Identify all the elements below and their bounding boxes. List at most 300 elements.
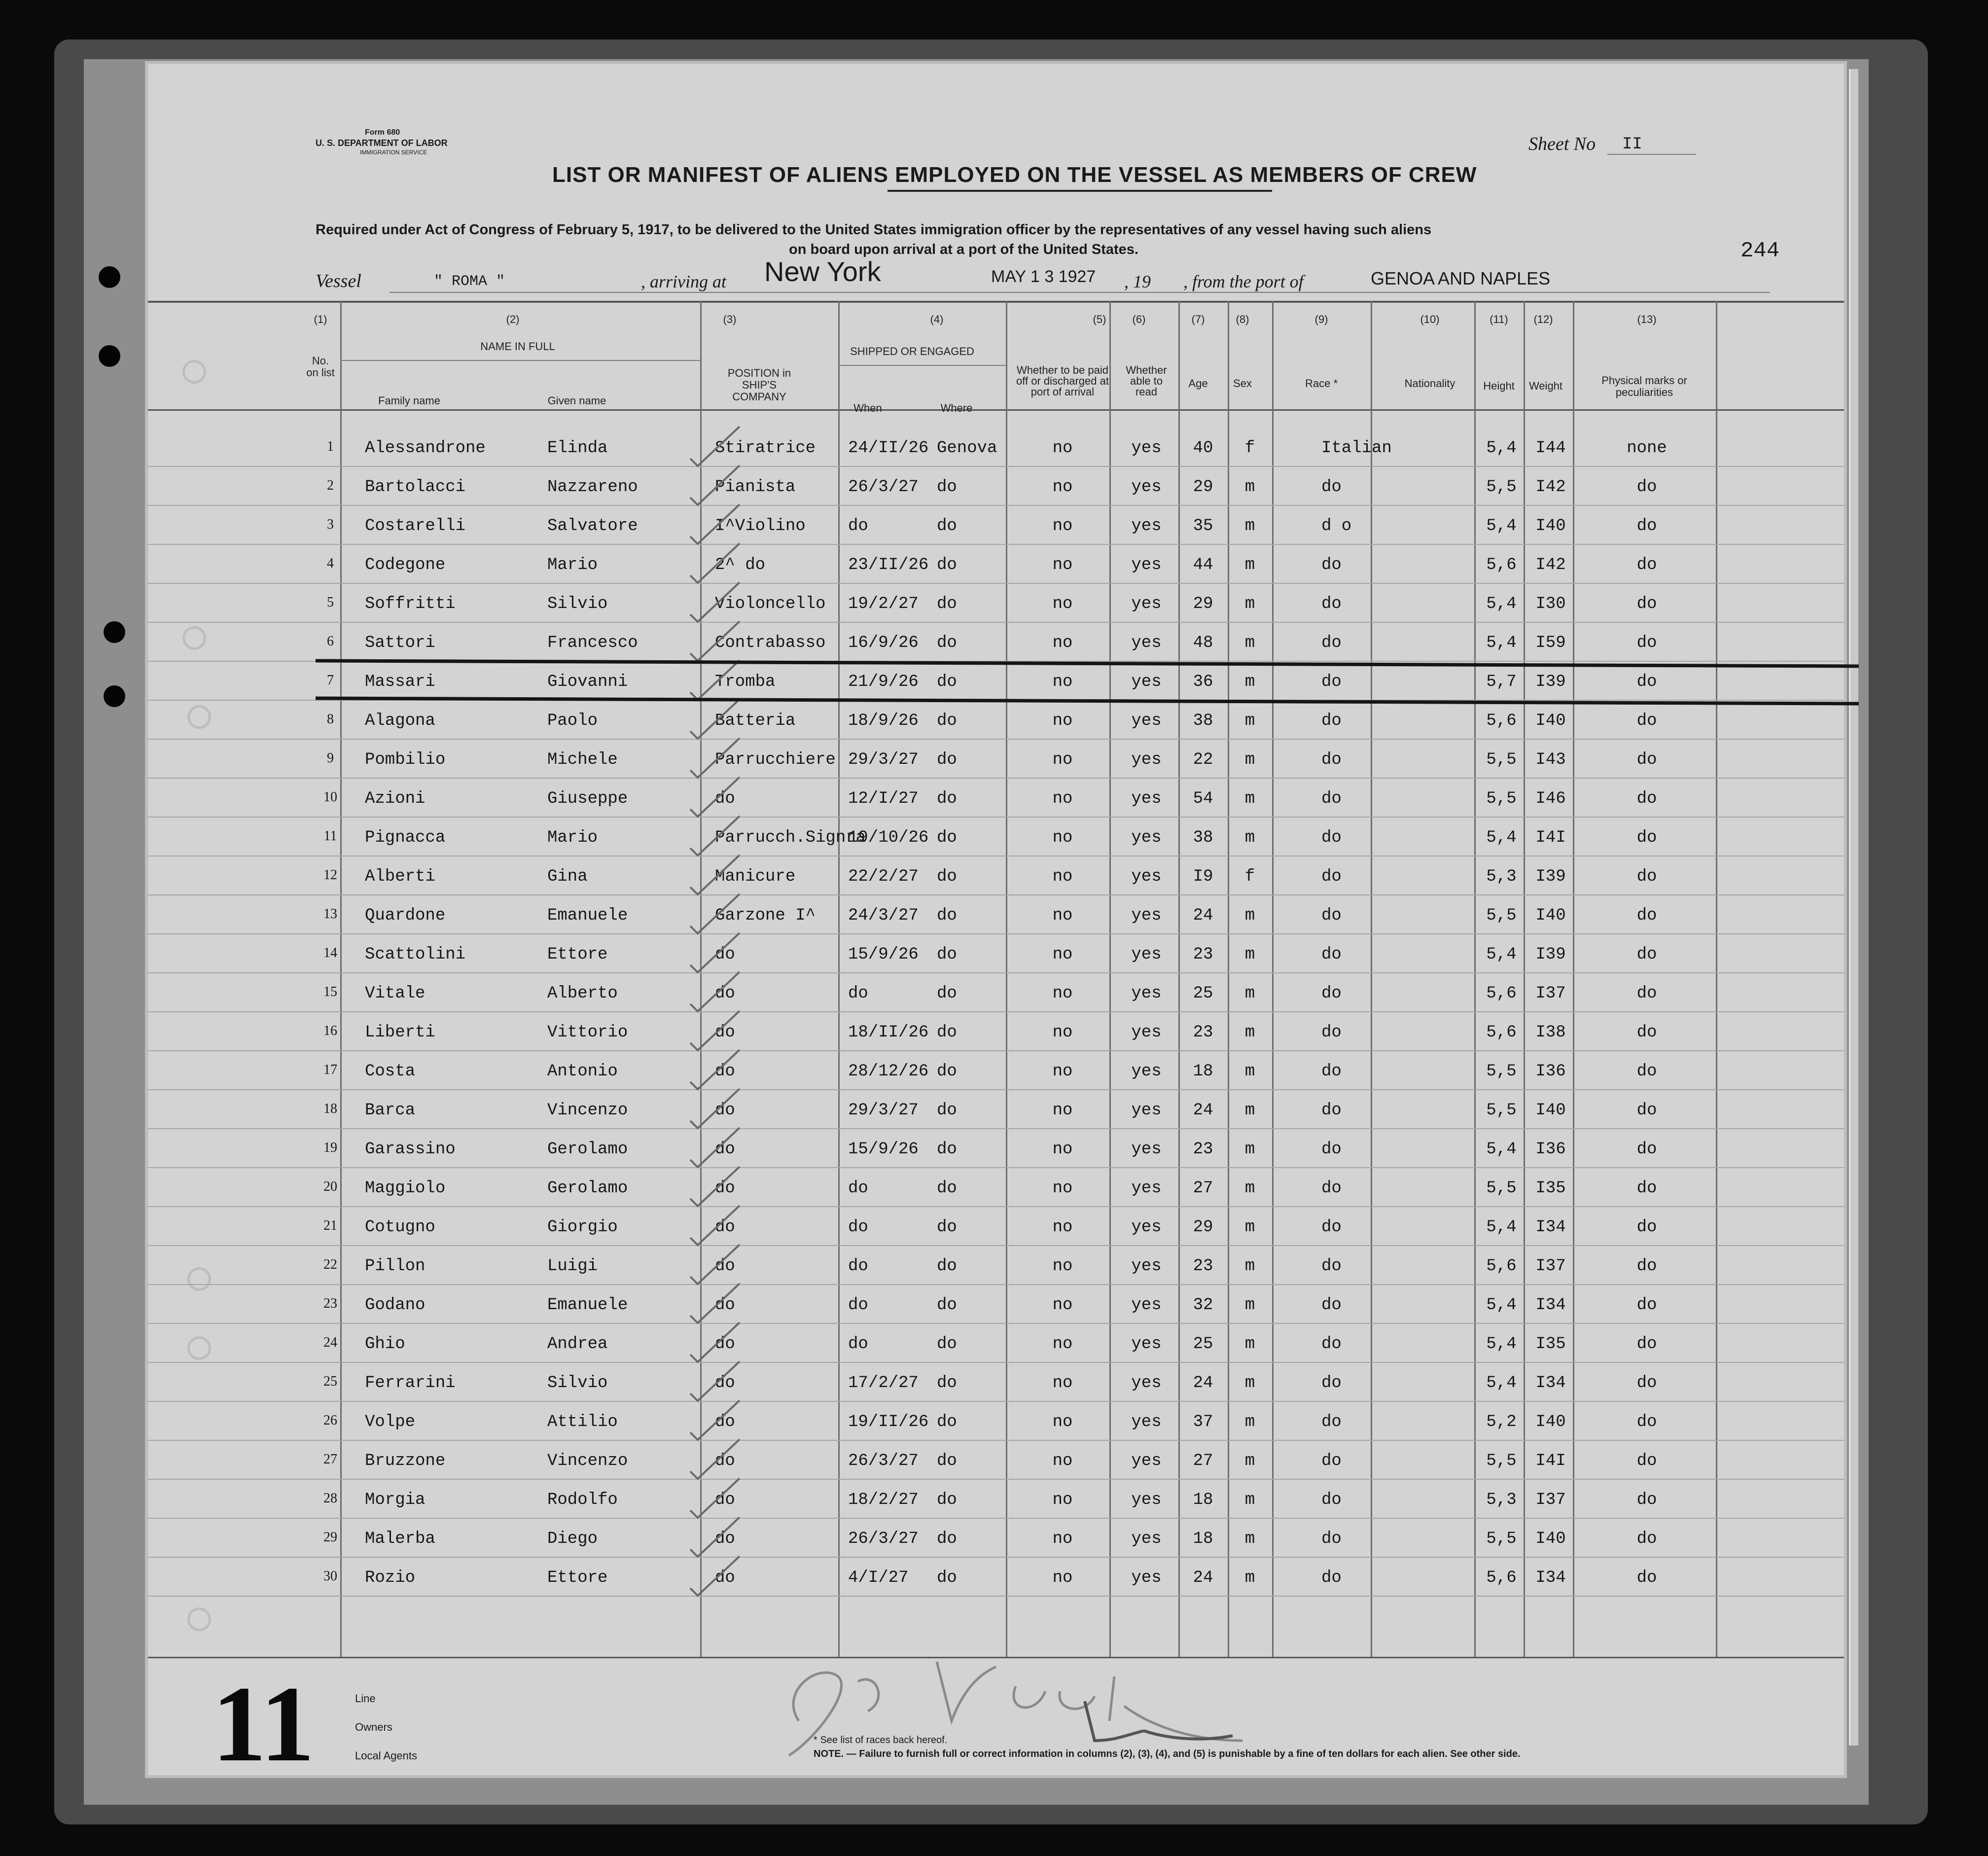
cell-race: do (1321, 1179, 1342, 1198)
cell-sex: m (1244, 634, 1255, 652)
column-rule (1109, 301, 1111, 1657)
row-rule (148, 1128, 1844, 1129)
cell-family: Vitale (365, 984, 426, 1003)
col2-number: (2) (506, 313, 520, 325)
cell-no: 9 (327, 750, 334, 766)
cell-when: do (848, 1296, 868, 1315)
cell-race: do (1321, 789, 1342, 808)
cell-age: 54 (1193, 789, 1213, 808)
column-rule (1228, 301, 1229, 1657)
cell-where: do (937, 1257, 957, 1276)
col10-number: (10) (1420, 313, 1440, 325)
cell-given: Ettore (547, 1569, 608, 1587)
cell-race: do (1321, 1530, 1342, 1548)
check-mark-icon (685, 930, 745, 975)
cell-age: 24 (1193, 1569, 1213, 1587)
row-rule (148, 856, 1844, 857)
cell-read: yes (1131, 1257, 1162, 1276)
cell-marks: do (1636, 945, 1657, 964)
punch-ring (187, 1607, 211, 1631)
cell-height: 5,4 (1486, 1140, 1517, 1159)
cell-sex: f (1244, 439, 1255, 458)
page-stamp: 244 (1740, 239, 1780, 263)
cell-weight: I34 (1535, 1374, 1566, 1392)
cell-height: 5,4 (1486, 1335, 1517, 1354)
punch-ring (187, 1267, 211, 1291)
cell-no: 21 (323, 1218, 337, 1233)
cell-marks: do (1636, 1257, 1657, 1276)
cell-sex: m (1244, 1179, 1255, 1198)
from-port-label: , from the port of (1183, 272, 1304, 291)
cell-family: Massari (365, 673, 435, 691)
cell-when: 29/3/27 (848, 750, 919, 769)
cell-when: do (848, 984, 868, 1003)
cell-no: 27 (323, 1452, 337, 1467)
cell-no: 30 (323, 1569, 337, 1584)
row-strikethrough (316, 697, 1859, 706)
check-mark-icon (685, 775, 745, 819)
cell-where: do (937, 1062, 957, 1081)
cell-height: 5,6 (1486, 1257, 1517, 1276)
cell-where: do (937, 1296, 957, 1315)
cell-where: do (937, 1491, 957, 1509)
cell-read: yes (1131, 478, 1162, 497)
cell-age: 29 (1193, 478, 1213, 497)
cell-weight: I40 (1535, 1530, 1566, 1548)
check-mark-icon (685, 1242, 745, 1286)
cell-when: 19/II/26 (848, 1413, 929, 1431)
cell-family: Liberti (365, 1023, 435, 1042)
cell-race: do (1321, 1569, 1342, 1587)
cell-where: do (937, 634, 957, 652)
cell-weight: I4I (1535, 1452, 1566, 1470)
cell-given: Antonio (547, 1062, 618, 1081)
cell-read: yes (1131, 1296, 1162, 1315)
cell-age: 32 (1193, 1296, 1213, 1315)
cell-paid: no (1052, 634, 1073, 652)
where-header: Where (940, 402, 973, 414)
cell-when: 24/3/27 (848, 906, 919, 925)
row-rule (148, 1323, 1844, 1324)
cell-when: do (848, 1218, 868, 1237)
cell-sex: m (1244, 673, 1255, 691)
cell-no: 13 (323, 906, 337, 922)
cell-marks: do (1636, 1140, 1657, 1159)
cell-paid: no (1052, 478, 1073, 497)
row-rule (148, 1011, 1844, 1012)
cell-marks: do (1636, 906, 1657, 925)
col4-number: (4) (930, 313, 944, 325)
cell-paid: no (1052, 1491, 1073, 1509)
cell-given: Diego (547, 1530, 598, 1548)
cell-paid: no (1052, 517, 1073, 535)
cell-marks: do (1636, 634, 1657, 652)
cell-given: Salvatore (547, 517, 638, 535)
cell-given: Andrea (547, 1335, 608, 1354)
cell-sex: m (1244, 1101, 1255, 1120)
row-rule (148, 544, 1844, 545)
cell-weight: I40 (1535, 906, 1566, 925)
cell-race: do (1321, 750, 1342, 769)
cell-weight: I35 (1535, 1335, 1566, 1354)
col11-header: Height (1483, 380, 1515, 392)
cell-no: 28 (323, 1491, 337, 1506)
cell-race: do (1321, 673, 1342, 691)
cell-when: 4/I/27 (848, 1569, 909, 1587)
cell-paid: no (1052, 789, 1073, 808)
row-rule (148, 894, 1844, 895)
cell-position: Contrabasso (715, 634, 826, 652)
cell-sex: m (1244, 984, 1255, 1003)
cell-given: Giovanni (547, 673, 628, 691)
cell-race: do (1321, 595, 1342, 613)
given-name-header: Given name (547, 394, 606, 407)
cell-family: Codegone (365, 556, 446, 574)
cell-no: 6 (327, 634, 334, 649)
cell-marks: do (1636, 1491, 1657, 1509)
cell-race: do (1321, 1101, 1342, 1120)
row-rule (148, 1167, 1844, 1168)
cell-paid: no (1052, 556, 1073, 574)
cell-when: 19/2/27 (848, 595, 919, 613)
check-mark-icon (685, 1398, 745, 1442)
cell-read: yes (1131, 750, 1162, 769)
cell-where: do (937, 1101, 957, 1120)
cell-sex: m (1244, 750, 1255, 769)
check-mark-icon (685, 1359, 745, 1403)
cell-paid: no (1052, 1452, 1073, 1470)
cell-where: do (937, 867, 957, 886)
cell-race: do (1321, 1257, 1342, 1276)
cell-when: 15/9/26 (848, 945, 919, 964)
cell-given: Emanuele (547, 906, 628, 925)
cell-given: Alberto (547, 984, 618, 1003)
cell-when: 16/9/26 (848, 634, 919, 652)
row-rule (148, 1557, 1844, 1558)
cell-weight: I43 (1535, 750, 1566, 769)
col10-header: Nationality (1404, 377, 1456, 390)
check-mark-icon (685, 1086, 745, 1131)
cell-race: do (1321, 556, 1342, 574)
cell-family: Pillon (365, 1257, 426, 1276)
cell-no: 18 (323, 1101, 337, 1116)
cell-position: Tromba (715, 673, 776, 691)
cell-sex: m (1244, 712, 1255, 730)
col8-number: (8) (1236, 313, 1249, 325)
cell-position: do (715, 1530, 735, 1548)
cell-read: yes (1131, 1491, 1162, 1509)
page-edge (1849, 69, 1858, 1746)
cell-family: Garassino (365, 1140, 456, 1159)
cell-position: do (715, 1491, 735, 1509)
cell-weight: I59 (1535, 634, 1566, 652)
cell-height: 5,6 (1486, 984, 1517, 1003)
cell-paid: no (1052, 1530, 1073, 1548)
cell-family: Quardone (365, 906, 446, 925)
row-rule (148, 933, 1844, 934)
cell-where: do (937, 1218, 957, 1237)
cell-no: 26 (323, 1413, 337, 1428)
cell-age: 44 (1193, 556, 1213, 574)
cell-weight: I37 (1535, 1491, 1566, 1509)
cell-given: Gerolamo (547, 1140, 628, 1159)
cell-position: Parrucchiere (715, 750, 836, 769)
cell-marks: do (1636, 984, 1657, 1003)
check-mark-icon (685, 1320, 745, 1364)
cell-position: do (715, 984, 735, 1003)
cell-given: Attilio (547, 1413, 618, 1431)
cell-read: yes (1131, 556, 1162, 574)
cell-race: Italian (1321, 439, 1392, 458)
check-mark-icon (685, 1476, 745, 1520)
cell-marks: do (1636, 673, 1657, 691)
cell-age: 18 (1193, 1530, 1213, 1548)
cell-height: 5,5 (1486, 478, 1517, 497)
cell-family: Scattolini (365, 945, 466, 964)
when-header: When (853, 402, 882, 414)
cell-position: do (715, 1179, 735, 1198)
cell-sex: m (1244, 1374, 1255, 1392)
arriving-label: , arriving at (641, 272, 727, 291)
cell-sex: m (1244, 1335, 1255, 1354)
cell-family: Alessandrone (365, 439, 486, 458)
cell-paid: no (1052, 673, 1073, 691)
column-rule (1524, 301, 1525, 1657)
cell-where: do (937, 1140, 957, 1159)
cell-read: yes (1131, 1413, 1162, 1431)
check-mark-icon (685, 853, 745, 897)
cell-family: Bruzzone (365, 1452, 446, 1470)
row-rule (148, 1050, 1844, 1051)
cell-weight: I34 (1535, 1296, 1566, 1315)
row-rule (148, 622, 1844, 623)
cell-age: 23 (1193, 945, 1213, 964)
cell-when: 26/3/27 (848, 478, 919, 497)
cell-position: Stiratrice (715, 439, 816, 458)
cell-given: Giuseppe (547, 789, 628, 808)
col6-number: (6) (1132, 313, 1146, 325)
cell-when: 26/3/27 (848, 1452, 919, 1470)
cell-given: Vincenzo (547, 1101, 628, 1120)
cell-read: yes (1131, 789, 1162, 808)
cell-where: do (937, 712, 957, 730)
check-mark-icon (685, 1437, 745, 1481)
cell-marks: do (1636, 1062, 1657, 1081)
cell-weight: I4I (1535, 828, 1566, 847)
cell-no: 1 (327, 439, 334, 454)
cell-race: do (1321, 1413, 1342, 1431)
cell-sex: m (1244, 1023, 1255, 1042)
binder-hole (104, 621, 125, 643)
check-mark-icon (685, 1047, 745, 1092)
cell-age: 35 (1193, 517, 1213, 535)
cell-race: do (1321, 984, 1342, 1003)
cell-weight: I40 (1535, 712, 1566, 730)
cell-sex: m (1244, 789, 1255, 808)
cell-age: 38 (1193, 828, 1213, 847)
manifest-sheet (148, 64, 1844, 1784)
cell-position: Pianista (715, 478, 796, 497)
cell-age: 27 (1193, 1179, 1213, 1198)
cell-no: 20 (323, 1179, 337, 1194)
col6-header: Whether able to read (1126, 364, 1167, 398)
cell-sex: m (1244, 1491, 1255, 1509)
cell-family: Cotugno (365, 1218, 435, 1237)
cell-position: Batteria (715, 712, 796, 730)
row-rule (148, 1362, 1844, 1363)
cell-weight: I42 (1535, 556, 1566, 574)
page-title: LIST OR MANIFEST OF ALIENS EMPLOYED ON THE VESSEL AS MEMBERS OF CREW (552, 163, 1477, 187)
cell-when: 22/2/27 (848, 867, 919, 886)
cell-marks: do (1636, 1023, 1657, 1042)
cell-weight: I39 (1535, 673, 1566, 691)
cell-when: 12/I/27 (848, 789, 919, 808)
cell-where: do (937, 1413, 957, 1431)
cell-position: do (715, 789, 735, 808)
year-label: , 19 (1124, 272, 1151, 291)
cell-family: Alberti (365, 867, 435, 886)
sheet-big-number: 11 (212, 1664, 315, 1784)
subheader-rule (340, 360, 700, 361)
cell-when: 29/3/27 (848, 1101, 919, 1120)
column-rule (1573, 301, 1574, 1657)
cell-read: yes (1131, 1569, 1162, 1587)
cell-sex: m (1244, 595, 1255, 613)
penalty-note: NOTE. — Failure to furnish full or correct information in columns (2), (3), (4), and (5) is punishable by a fine of ten dollars for each alien. See other side. (814, 1749, 1521, 1759)
check-mark-icon (685, 1164, 745, 1209)
column-rule (1272, 301, 1274, 1657)
cell-given: Michele (547, 750, 618, 769)
cell-weight: I34 (1535, 1569, 1566, 1587)
check-mark-icon (685, 1281, 745, 1325)
cell-no: 25 (323, 1374, 337, 1389)
cell-position: do (715, 945, 735, 964)
cell-when: do (848, 1335, 868, 1354)
cell-sex: m (1244, 1218, 1255, 1237)
cell-sex: m (1244, 556, 1255, 574)
cell-weight: I37 (1535, 1257, 1566, 1276)
col2-header: NAME IN FULL (480, 340, 555, 353)
cell-no: 4 (327, 556, 334, 571)
row-rule (148, 1245, 1844, 1246)
cell-when: 18/II/26 (848, 1023, 929, 1042)
cell-race: do (1321, 945, 1342, 964)
cell-read: yes (1131, 712, 1162, 730)
punch-ring (182, 360, 206, 384)
cell-family: Volpe (365, 1413, 416, 1431)
cell-when: do (848, 517, 868, 535)
col9-header: Race * (1305, 377, 1338, 390)
cell-where: do (937, 517, 957, 535)
check-mark-icon (685, 463, 745, 507)
check-mark-icon (685, 1203, 745, 1248)
owners-label: Owners (355, 1721, 392, 1733)
col3-header: POSITION in SHIP'S COMPANY (727, 367, 791, 403)
row-rule (148, 466, 1844, 467)
cell-height: 5,4 (1486, 517, 1517, 535)
cell-age: 27 (1193, 1452, 1213, 1470)
cell-where: do (937, 789, 957, 808)
cell-marks: do (1636, 1374, 1657, 1392)
cell-height: 5,5 (1486, 750, 1517, 769)
col1-number: (1) (314, 313, 327, 325)
cell-family: Morgia (365, 1491, 426, 1509)
cell-family: Costarelli (365, 517, 466, 535)
cell-height: 5,4 (1486, 1296, 1517, 1315)
cell-where: Genova (937, 439, 997, 458)
sheet-number: II (1622, 135, 1642, 154)
row-rule (148, 778, 1844, 779)
cell-family: Pombilio (365, 750, 446, 769)
cell-given: Luigi (547, 1257, 598, 1276)
cell-read: yes (1131, 906, 1162, 925)
cell-paid: no (1052, 945, 1073, 964)
col12-header: Weight (1528, 380, 1563, 392)
cell-when: 24/II/26 (848, 439, 929, 458)
cell-family: Godano (365, 1296, 426, 1315)
cell-age: 18 (1193, 1491, 1213, 1509)
cell-height: 5,5 (1486, 906, 1517, 925)
cell-height: 5,6 (1486, 556, 1517, 574)
cell-sex: m (1244, 517, 1255, 535)
col4-header: SHIPPED OR ENGAGED (850, 345, 974, 357)
row-rule (148, 972, 1844, 973)
cell-read: yes (1131, 595, 1162, 613)
cell-given: Gina (547, 867, 588, 886)
cell-race: do (1321, 1062, 1342, 1081)
binder-hole (99, 266, 120, 288)
cell-where: do (937, 1335, 957, 1354)
cell-when: 23/II/26 (848, 556, 929, 574)
check-mark-icon (685, 541, 745, 585)
cell-position: do (715, 1569, 735, 1587)
col5-header: Whether to be paid off or discharged at port of arrival (1016, 364, 1109, 398)
cell-read: yes (1131, 1374, 1162, 1392)
cell-race: do (1321, 1296, 1342, 1315)
cell-marks: do (1636, 750, 1657, 769)
cell-marks: do (1636, 1296, 1657, 1315)
row-rule (148, 505, 1844, 506)
cell-when: do (848, 1179, 868, 1198)
cell-paid: no (1052, 1140, 1073, 1159)
cell-race: do (1321, 1491, 1342, 1509)
row-rule (148, 1206, 1844, 1207)
cell-position: Parrucch.Signra (715, 828, 866, 847)
cell-family: Pignacca (365, 828, 446, 847)
row-rule (148, 739, 1844, 740)
cell-given: Gerolamo (547, 1179, 628, 1198)
cell-given: Emanuele (547, 1296, 628, 1315)
local-agents-label: Local Agents (355, 1749, 417, 1762)
cell-sex: m (1244, 945, 1255, 964)
col13-header: Physical marks or peculiarities (1601, 374, 1687, 398)
cell-given: Giorgio (547, 1218, 618, 1237)
cell-given: Ettore (547, 945, 608, 964)
cell-position: do (715, 1101, 735, 1120)
cell-read: yes (1131, 1023, 1162, 1042)
cell-no: 15 (323, 984, 337, 999)
cell-sex: m (1244, 906, 1255, 925)
cell-weight: I40 (1535, 1413, 1566, 1431)
cell-marks: do (1636, 789, 1657, 808)
cell-marks: do (1636, 1335, 1657, 1354)
column-rule (1178, 301, 1180, 1657)
cell-weight: I44 (1535, 439, 1566, 458)
cell-height: 5,5 (1486, 1062, 1517, 1081)
cell-paid: no (1052, 750, 1073, 769)
cell-where: do (937, 828, 957, 847)
cell-weight: I42 (1535, 478, 1566, 497)
